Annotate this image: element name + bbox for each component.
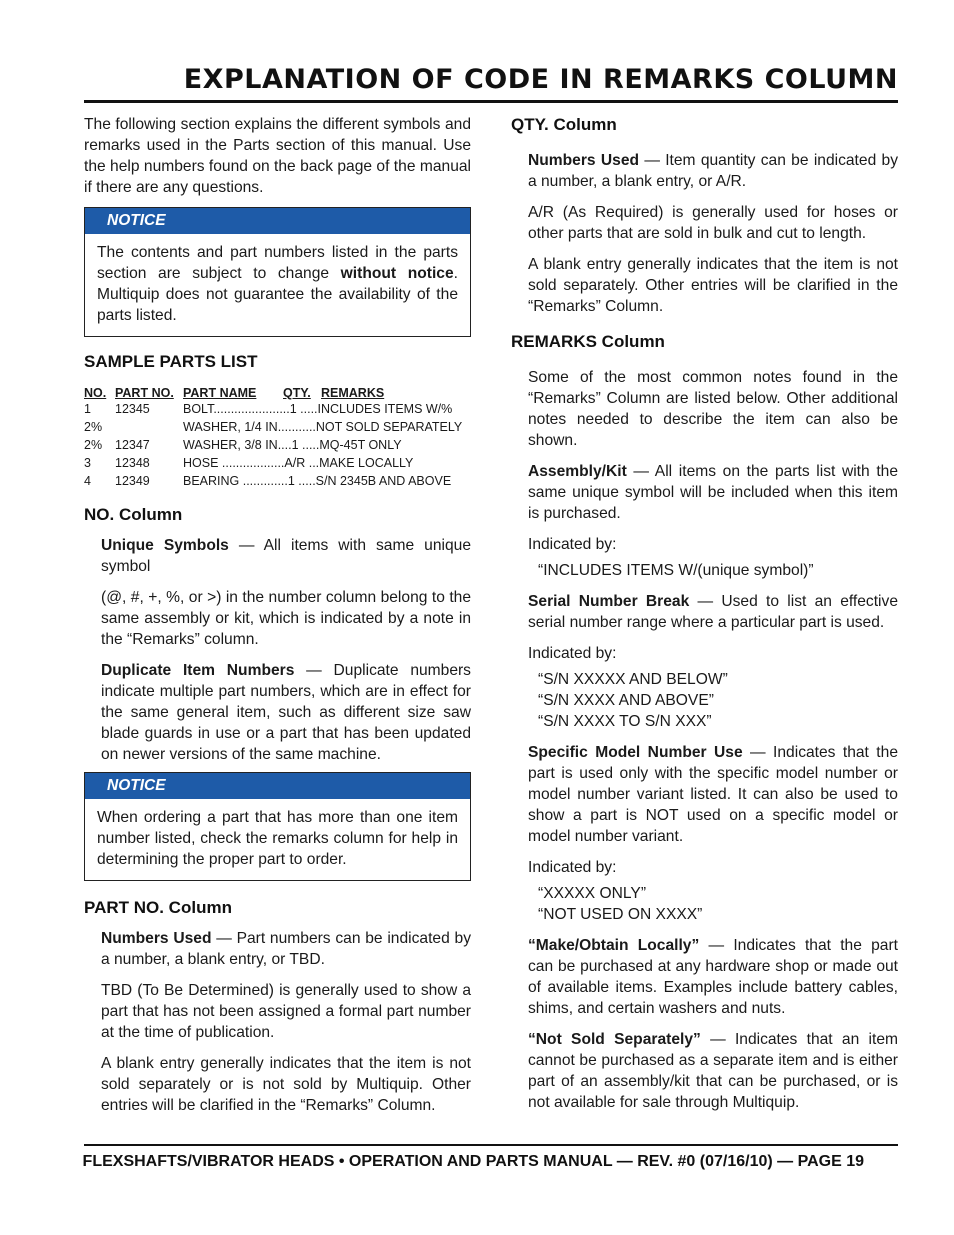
not-sold-separately-text: — Indicates that an item cannot be purchased as a separate item and is either part of an assembly/kit that can be purchased, or is not available for sale through Multiquip. [528,1031,899,1111]
cell-description: WASHER, 1/4 IN...........NOT SOLD SEPARATELY [183,420,463,434]
tbd-paragraph: TBD (To Be Determined) is generally used to show a part that has not been assigned a formal part number at the time of publication. [101,982,471,1041]
blank-entry-paragraph: A blank entry generally indicates that the item is not sold separately or is not sold by Multiquip. Other entries will be clarified in the “Remarks” Column. [101,1055,471,1114]
duplicate-numbers-paragraph [101,660,471,765]
cell-description: HOSE ..................A/R ...MAKE LOCALLY [183,456,414,470]
notice-label: NOTICE [85,773,470,799]
remarks-intro-paragraph: Some of the most common notes found in the “Remarks” Column are listed below. Other additional notes needed to describe the item can also be shown. [528,369,898,449]
part-numbers-used-paragraph [101,928,471,970]
unique-symbols-label: Unique Symbols [101,537,229,554]
notice-text-part: The contents and part numbers listed in the parts section are subject to change [97,244,458,282]
table-header-row [84,386,462,400]
duplicate-numbers-text: — Duplicate numbers indicate multiple part numbers, which are in effect for the same general item, such as different size saw blade guards in use or a part that has been updated on newer versions of the same machine. [101,662,471,763]
serial-number-break-paragraph [528,591,898,633]
cell-part-no: 12345 [115,402,150,416]
numbers-used-text: — Item quantity can be indicated by a number, a blank entry, or A/R. [528,152,898,190]
make-locally-paragraph [528,935,898,1019]
serial-example: “S/N XXXX TO S/N XXX” [538,713,712,730]
cell-no: 2% [84,438,103,452]
cell-no: 3 [84,456,91,470]
indicated-by-label: Indicated by: [528,645,617,662]
notice-text [97,242,458,326]
qty-column-heading: QTY. Column [511,115,617,134]
cell-no: 1 [84,402,91,416]
notice-box-ordering [84,772,471,881]
notice-label: NOTICE [85,208,470,234]
serial-number-break-text: — Used to list an effective serial number range where a particular part is used. [528,593,898,631]
serial-example: “S/N XXXX AND ABOVE” [538,692,714,709]
numbers-used-label: Numbers Used [528,152,640,169]
cell-part-no: 12348 [115,456,150,470]
assembly-kit-paragraph [528,461,898,524]
cell-part-no: 12347 [115,438,150,452]
remarks-column-heading: REMARKS Column [511,332,665,351]
table-row [84,472,462,490]
table-row [84,436,462,454]
col-header-no: NO. [84,386,107,400]
col-header-qty: QTY. [283,386,311,400]
qty-blank-entry-paragraph: A blank entry generally indicates that the item is not sold separately. Other entries will be clarified in the “Remarks” Column. [528,256,898,315]
as-required-paragraph: A/R (As Required) is generally used for hoses or other parts that are sold in bulk and cut to length. [528,204,898,242]
col-header-part-name: PART NAME [183,386,257,400]
left-column [84,114,471,1116]
cell-part-no [115,418,183,436]
intro-paragraph: The following section explains the different symbols and remarks used in the Parts section of this manual. Use the help numbers found on the back page of the manual if there are any questions. [84,116,471,196]
col-header-remarks: REMARKS [321,386,385,400]
assembly-kit-label: Assembly/Kit [528,463,627,480]
cell-part-no: 12349 [115,474,150,488]
table-row [84,418,462,436]
numbers-used-label: Numbers Used [101,930,212,947]
table-row [84,400,462,418]
unique-symbols-text: — All items with same unique symbol [101,537,471,575]
cell-description: BEARING .............1 .....S/N 2345B AND ABOVE [183,474,452,488]
specific-model-text: — Indicates that the part is used only with the specific model number or model number variant listed. It can also be used to show a part is NOT used on a specific model or model number variant. [528,744,898,845]
assembly-example: “INCLUDES ITEMS W/(unique symbol)” [538,562,814,579]
cell-no: 4 [84,474,91,488]
title-divider [84,100,898,103]
specific-model-paragraph [528,742,898,847]
notice-text-emphasis: without notice [340,265,454,282]
serial-example: “S/N XXXXX AND BELOW” [538,671,728,688]
indicated-by-label: Indicated by: [528,536,617,553]
notice-text-part: . Multiquip does not guarantee the availability of the parts listed. [97,265,458,324]
model-example: “NOT USED ON XXXX” [538,906,703,923]
sample-parts-table [84,386,462,490]
duplicate-numbers-label: Duplicate Item Numbers [101,662,295,679]
specific-model-label: Specific Model Number Use [528,744,743,761]
table-row [84,454,462,472]
model-example: “XXXXX ONLY” [538,885,647,902]
symbols-paragraph: (@, #, +, %, or >) in the number column belong to the same assembly or kit, which is indicated by a note in the “Remarks” column. [101,589,471,648]
unique-symbols-paragraph [101,535,471,577]
page-footer: FLEXSHAFTS/VIBRATOR HEADS • OPERATION AND PARTS MANUAL — REV. #0 (07/16/10) — PAGE 19 [82,1153,864,1170]
part-no-column-heading: PART NO. Column [84,898,232,917]
page-title: EXPLANATION OF CODE IN REMARKS COLUMN [183,64,898,95]
serial-number-break-label: Serial Number Break [528,593,690,610]
numbers-used-text: — Part numbers can be indicated by a number, a blank entry, or TBD. [101,930,471,968]
notice-box-contents [84,207,471,337]
make-locally-text: — Indicates that the part can be purchased at any hardware shop or made out of available items. Examples include battery cables, shims, and certain washers and nuts. [528,937,898,1017]
not-sold-separately-label: “Not Sold Separately” [528,1031,701,1048]
cell-description: WASHER, 3/8 IN....1 .....MQ-45T ONLY [183,438,402,452]
no-column-heading: NO. Column [84,505,183,524]
assembly-kit-text: — All items on the parts list with the same unique symbol will be included when this item is purchased. [528,463,898,522]
make-locally-label: “Make/Obtain Locally” [528,937,700,954]
col-header-part-no: PART NO. [115,386,174,400]
footer-divider [84,1144,898,1146]
cell-description: BOLT......................1 .....INCLUDES ITEMS W/% [183,402,453,416]
sample-parts-list-heading: SAMPLE PARTS LIST [84,352,258,371]
notice-text: When ordering a part that has more than one item number listed, check the remarks column for help in determining the proper part to order. [97,809,458,868]
qty-numbers-used-paragraph [528,150,898,192]
right-column [511,114,898,1113]
cell-no: 2% [84,420,103,434]
not-sold-separately-paragraph [528,1029,898,1113]
indicated-by-label: Indicated by: [528,859,617,876]
